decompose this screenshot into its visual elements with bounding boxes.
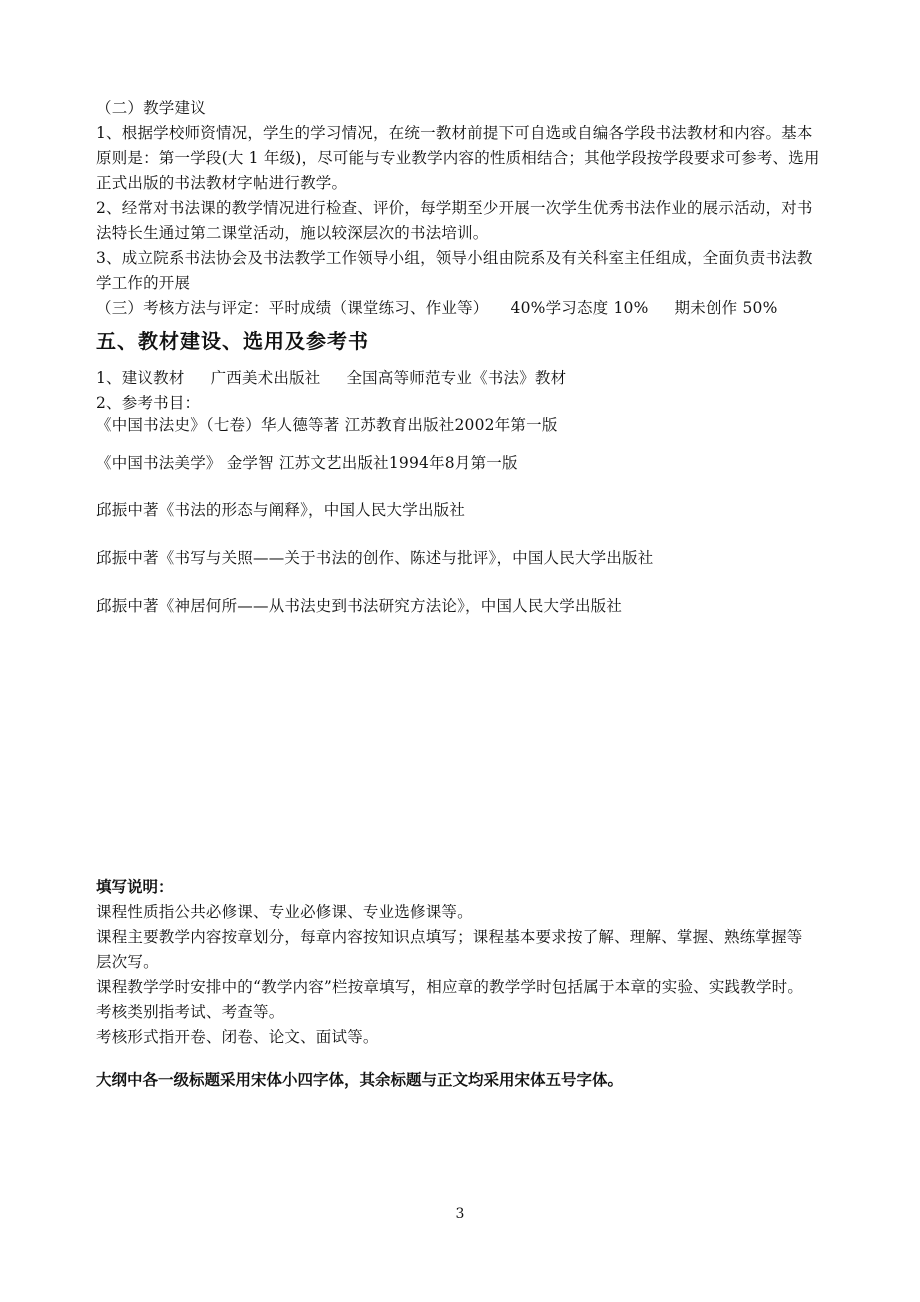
- reference-item: 邱振中著《书写与关照——关于书法的创作、陈述与批评》，中国人民大学出版社: [96, 549, 654, 567]
- instructions-title: 填写说明：: [96, 878, 174, 896]
- reference-3: [96, 498, 836, 523]
- suggestion-2-line-2: 法特长生通过第二课堂活动，施以较深层次的书法培训。: [96, 224, 489, 242]
- textbook-name: 全国高等师范专业《书法》教材: [346, 369, 567, 387]
- assessment-label: （三）考核方法与评定：平时成绩（课堂练习、作业等）: [96, 299, 489, 317]
- font-note: [96, 1068, 836, 1093]
- textbook-info: [96, 366, 836, 416]
- instruction-line: 考核形式指开卷、闭卷、论文、面试等。: [96, 1028, 379, 1046]
- instruction-line: 层次写。: [96, 953, 159, 971]
- section-5: [96, 327, 836, 355]
- assessment-weights: 40%学习态度 10%: [510, 299, 649, 317]
- reference-5: [96, 594, 836, 619]
- suggestion-1-line-3: 正式出版的书法教材字帖进行教学。: [96, 174, 348, 192]
- teaching-suggestions: [96, 96, 836, 321]
- section-5-title: 五、教材建设、选用及参考书: [96, 329, 369, 353]
- suggestion-3-line-1: 3、成立院系书法协会及书法教学工作领导小组，领导小组由院系及有关科室主任组成，全面负责书法教: [96, 249, 813, 267]
- reference-2: [96, 451, 836, 476]
- filling-instructions: [96, 875, 836, 1050]
- subsection-title-teaching-suggestions: （二）教学建议: [96, 99, 206, 117]
- reference-item: 邱振中著《神居何所——从书法史到书法研究方法论》，中国人民大学出版社: [96, 597, 623, 615]
- reference-item: 《中国书法史》（七卷）华人德等著 江苏教育出版社2002年第一版: [96, 416, 558, 434]
- suggestion-2-line-1: 2、经常对书法课的教学情况进行检查、评价，每学期至少开展一次学生优秀书法作业的展示活动，对书: [96, 199, 813, 217]
- instruction-line: 考核类别指考试、考查等。: [96, 1003, 285, 1021]
- references-label: 2、参考书目：: [96, 394, 201, 412]
- suggestion-3-line-2: 学工作的开展: [96, 274, 191, 292]
- reference-1: [96, 413, 836, 438]
- textbook-publisher: 广西美术出版社: [210, 369, 321, 387]
- textbook-label: 1、建议教材: [96, 369, 185, 387]
- page-number: 3: [455, 1206, 465, 1222]
- suggestion-1-line-2: 原则是：第一学段(大 1 年级)，尽可能与专业教学内容的性质相结合；其他学段按学段要求可参考、选用: [96, 149, 820, 167]
- reference-4: [96, 546, 836, 571]
- reference-item: 邱振中著《书法的形态与阐释》，中国人民大学出版社: [96, 501, 466, 519]
- instruction-line: 课程教学学时安排中的“教学内容”栏按章填写，相应章的教学学时包括属于本章的实验、实践教学时。: [96, 978, 804, 996]
- assessment-final: 期未创作 50%: [674, 299, 778, 317]
- textbook-line: [96, 366, 836, 391]
- instruction-line: 课程主要教学内容按章划分，每章内容按知识点填写；课程基本要求按了解、理解、掌握、熟练掌握等: [96, 928, 803, 946]
- instruction-line: 课程性质指公共必修课、专业必修课、专业选修课等。: [96, 903, 473, 921]
- suggestion-1-line-1: 1、根据学校师资情况，学生的学习情况，在统一教材前提下可自选或自编各学段书法教材和内容。基本: [96, 124, 813, 142]
- reference-item: 《中国书法美学》 金学智 江苏文艺出版社1994年8月第一版: [96, 454, 518, 472]
- font-note-text: 大纲中各一级标题采用宋体小四字体，其余标题与正文均采用宋体五号字体。: [96, 1071, 624, 1089]
- assessment-line: [96, 296, 836, 321]
